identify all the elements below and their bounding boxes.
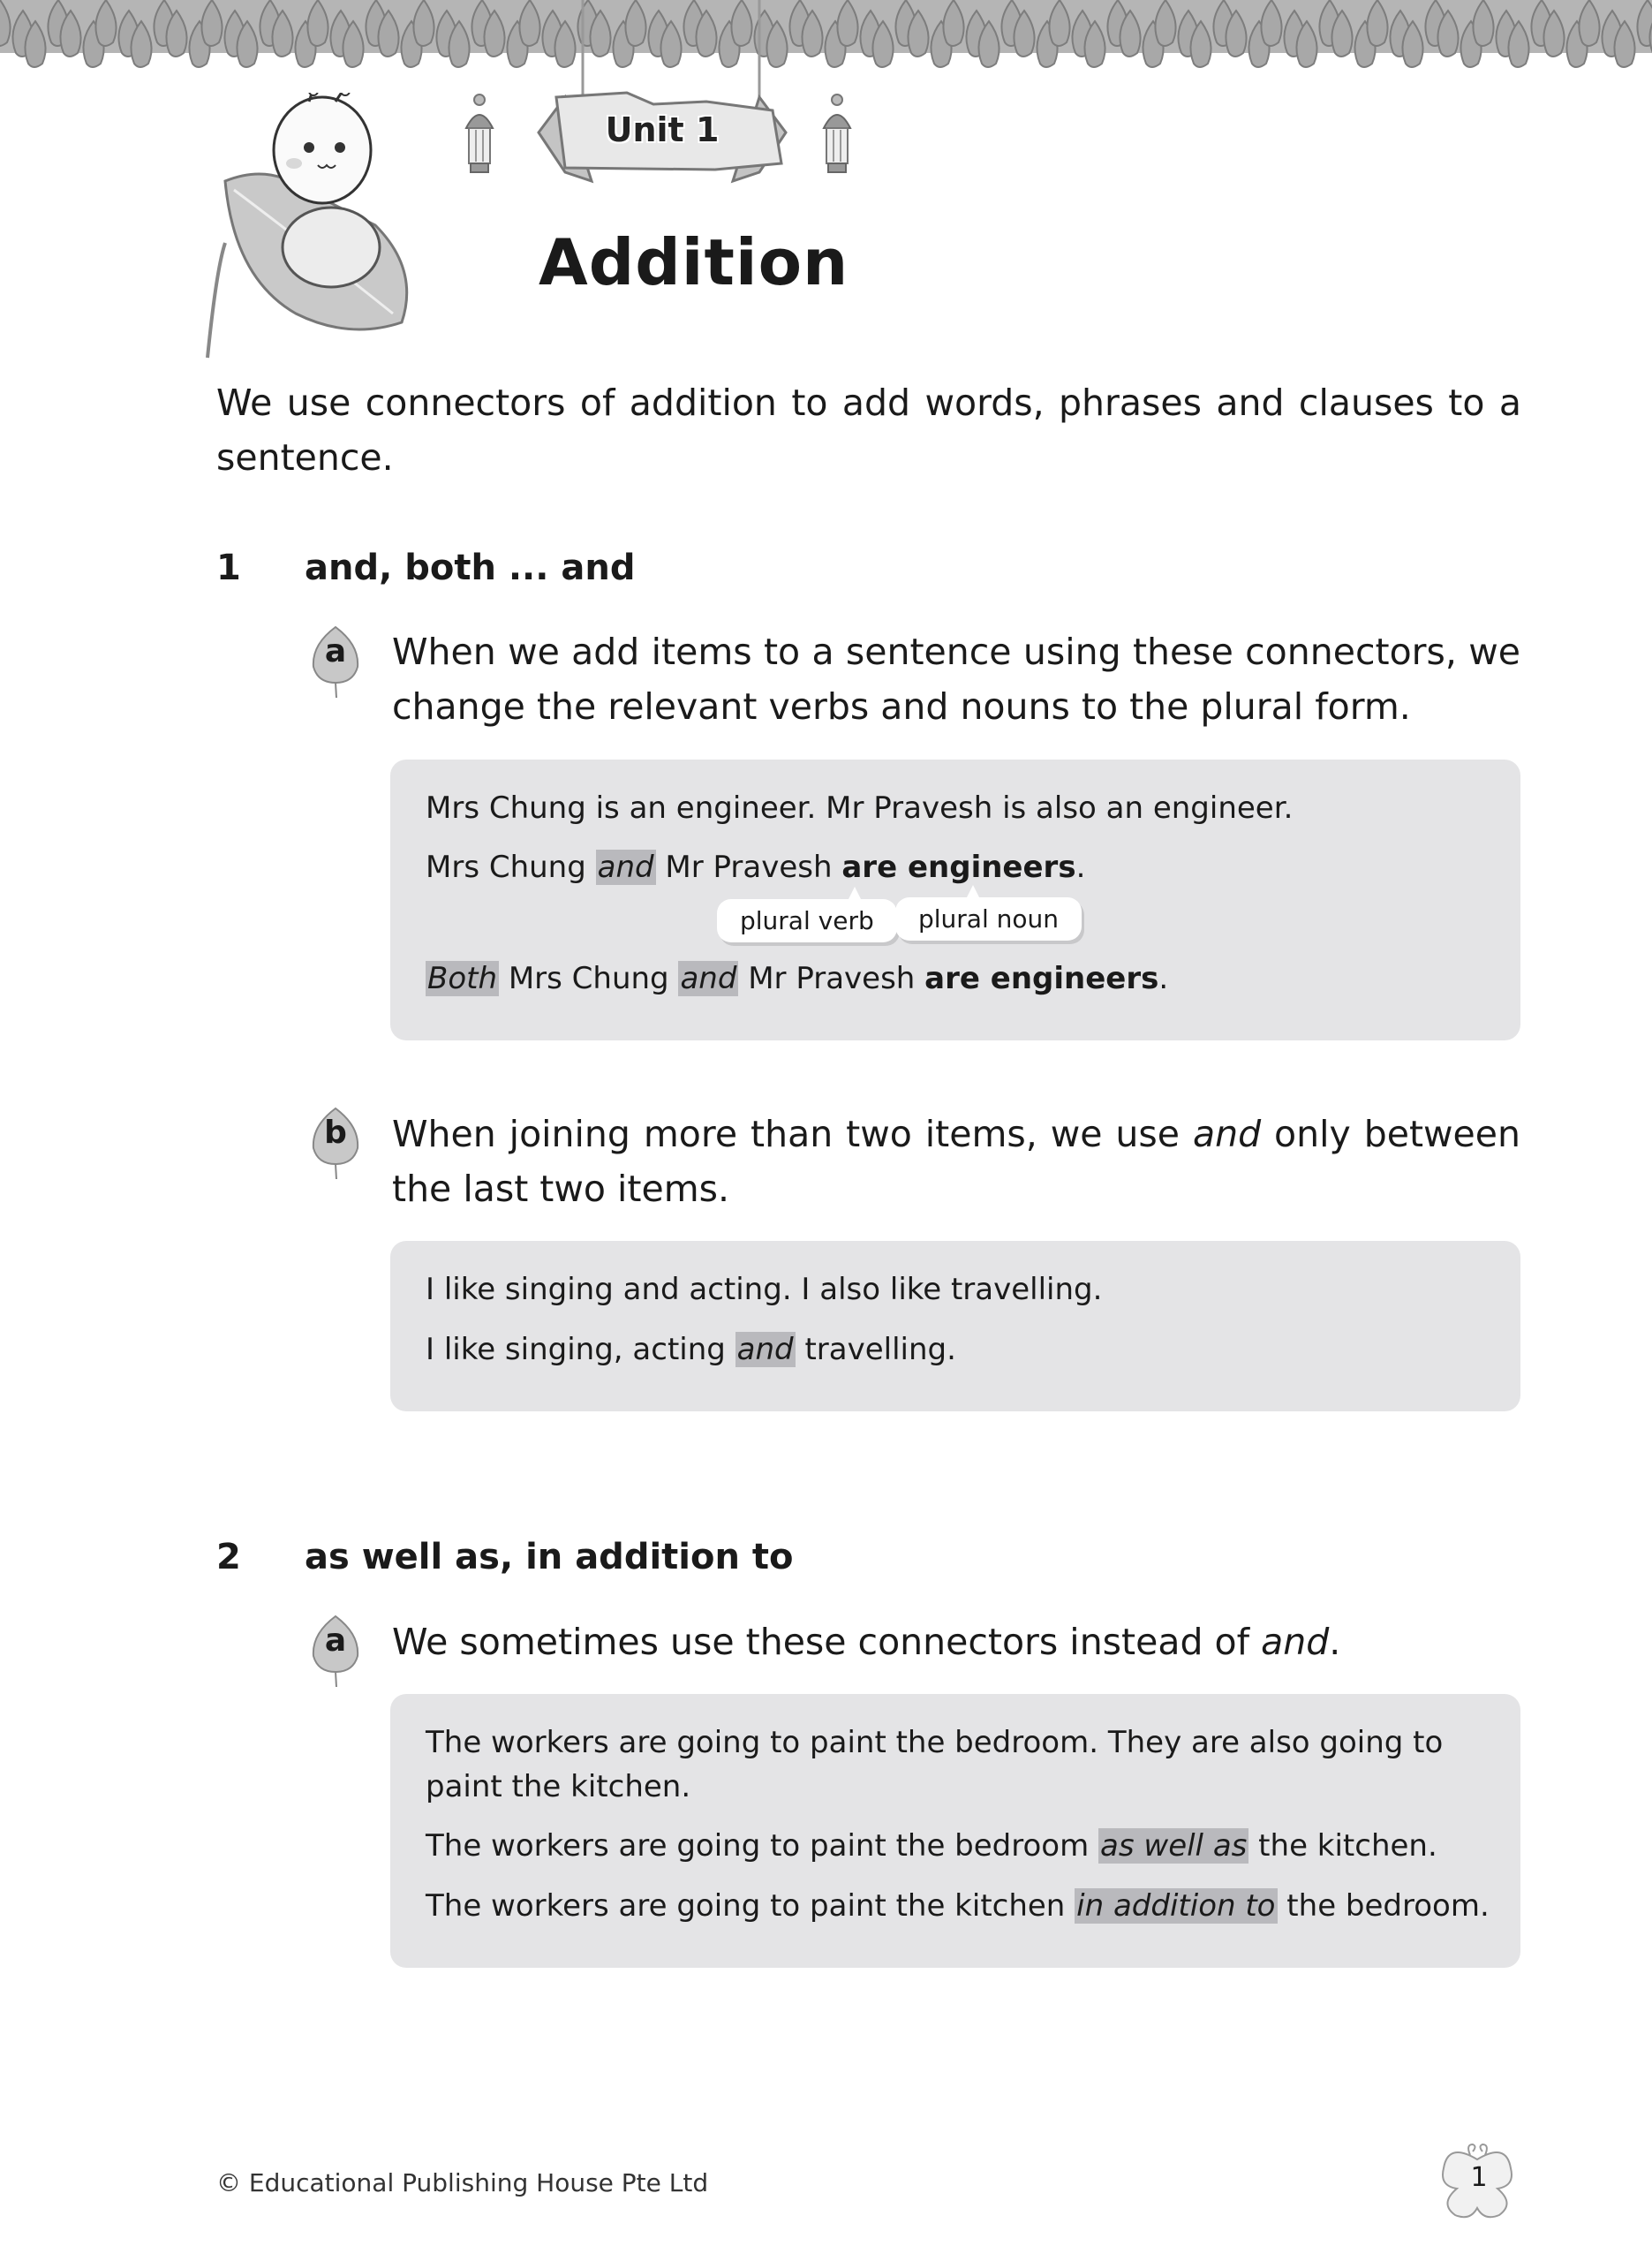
- example-line: [426, 1888, 1490, 1924]
- example-line: [426, 1332, 956, 1367]
- page-number: 1: [1470, 2162, 1488, 2193]
- text: Mr Pravesh: [738, 961, 925, 996]
- foliage-illustration: [0, 0, 1652, 97]
- highlight: as well as: [1100, 1828, 1248, 1864]
- lantern-right-icon: [819, 93, 855, 177]
- example-box-2a: [390, 1694, 1520, 1968]
- italic-text: and: [1261, 1621, 1330, 1663]
- section-number: 1: [216, 548, 241, 588]
- example-line: [426, 850, 1085, 885]
- bold-text: are engineers: [841, 850, 1076, 885]
- italic-text: and: [1192, 1113, 1262, 1155]
- text: We sometimes use these connectors instead of: [392, 1621, 1262, 1663]
- example-line: [426, 1828, 1437, 1864]
- text: the bedroom.: [1277, 1888, 1490, 1924]
- wooden-sign-icon: [530, 0, 795, 190]
- highlight: and: [680, 961, 737, 996]
- text: .: [1329, 1621, 1341, 1663]
- text: Mr Pravesh: [655, 850, 842, 885]
- highlight: Both: [427, 961, 498, 996]
- example-box-1b: [390, 1241, 1520, 1411]
- text: Mrs Chung: [426, 850, 596, 885]
- intro-paragraph: We use connectors of addition to add words, phrases and clauses to a sentence.: [216, 382, 1521, 479]
- text: .: [1158, 961, 1169, 996]
- page-number-badge: [1448, 2155, 1510, 2217]
- caterpillar-leaf-illustration: [199, 93, 446, 362]
- unit-label: Unit 1: [605, 110, 720, 149]
- example-line: [426, 961, 1168, 996]
- sub-badge-1b: [305, 1104, 366, 1179]
- text: The workers are going to paint the bedroom: [426, 1828, 1099, 1864]
- text: I like singing, acting: [426, 1332, 735, 1367]
- text: travelling.: [795, 1332, 956, 1367]
- section-number: 2: [216, 1537, 241, 1577]
- highlight: and: [597, 850, 654, 885]
- example-box-1a: [390, 760, 1520, 1040]
- sub-1a-text: When we add items to a sentence using these connectors, we change the relevant verbs and nouns to the plural form.: [392, 631, 1520, 728]
- sub-badge-2a: [305, 1612, 366, 1687]
- sub-letter: a: [324, 633, 347, 669]
- text: the kitchen.: [1248, 1828, 1437, 1864]
- bubble-plural-verb: plural verb: [717, 899, 897, 942]
- sub-2a-text: [392, 1614, 1520, 1669]
- unit-sign: [530, 0, 795, 190]
- foliage-banner: [0, 0, 1652, 97]
- text: Mrs Chung: [499, 961, 679, 996]
- text: When joining more than two items, we use: [392, 1113, 1193, 1155]
- text: .: [1075, 850, 1086, 885]
- highlight: and: [736, 1332, 794, 1367]
- section-1-heading: [216, 548, 636, 588]
- page-title: Addition: [539, 225, 849, 299]
- sub-badge-1a: [305, 623, 366, 698]
- example-line: Mrs Chung is an engineer. Mr Pravesh is also an engineer.: [426, 790, 1294, 826]
- text: only between the last two items.: [392, 1113, 1520, 1210]
- lantern-left-icon: [462, 93, 497, 177]
- sub-1b-text: [392, 1107, 1520, 1216]
- sub-letter: a: [324, 1622, 347, 1659]
- section-title: as well as, in addition to: [305, 1537, 794, 1577]
- text: The workers are going to paint the kitchen: [426, 1888, 1075, 1924]
- highlight: in addition to: [1076, 1888, 1276, 1924]
- copyright-footer: © Educational Publishing House Pte Ltd: [216, 2168, 709, 2197]
- sub-letter: b: [324, 1115, 347, 1151]
- example-line: I like singing and acting. I also like travelling.: [426, 1272, 1103, 1307]
- example-line: The workers are going to paint the bedroom. They are also going to: [426, 1725, 1444, 1760]
- bubble-plural-noun: plural noun: [895, 897, 1082, 941]
- example-line: paint the kitchen.: [426, 1769, 691, 1804]
- section-2-heading: [216, 1537, 794, 1577]
- bold-text: are engineers: [924, 961, 1159, 996]
- section-title: and, both ... and: [305, 548, 636, 588]
